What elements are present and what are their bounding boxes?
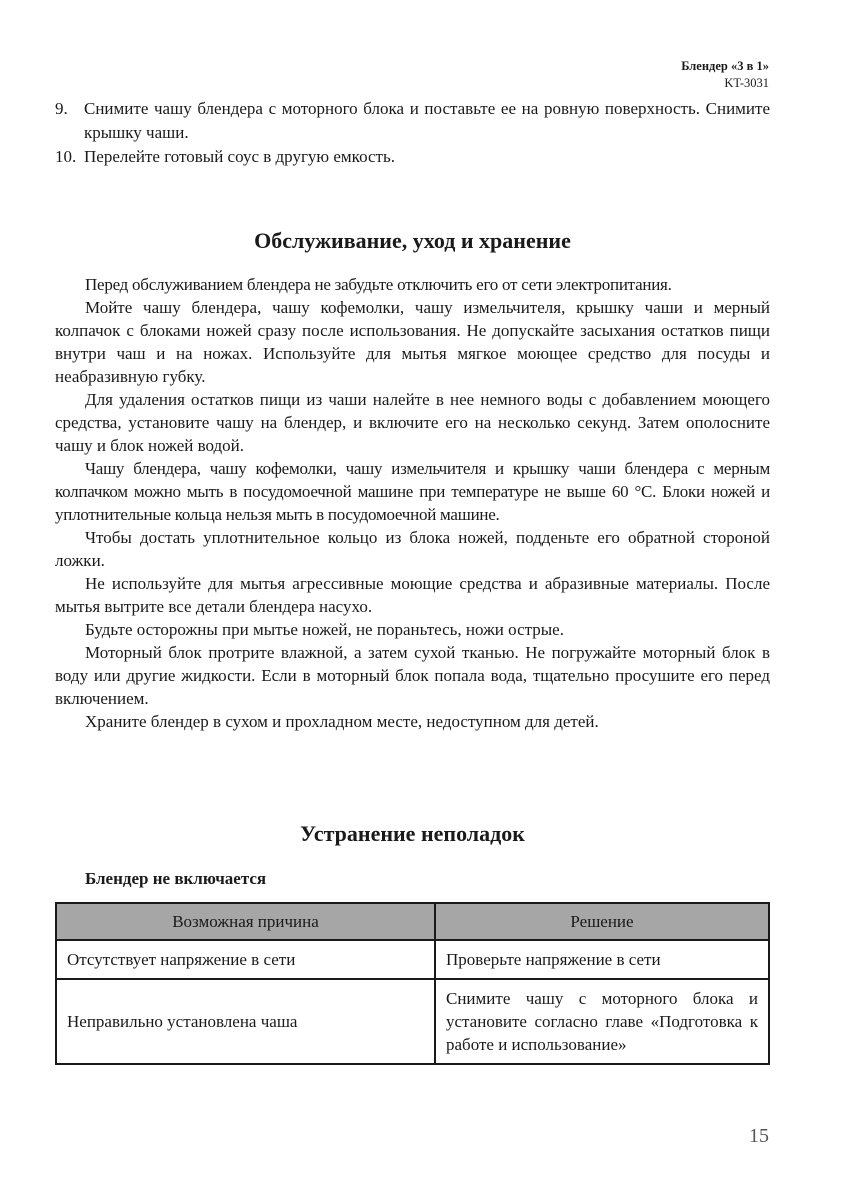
step-number: 10. (55, 147, 77, 166)
steps-list (55, 97, 770, 169)
care-paragraph: Чтобы достать уплотнительное кольцо из блока ножей, подденьте его обратной стороной ложки. (55, 528, 770, 570)
care-paragraph: Храните блендер в сухом и прохладном месте, недоступном для детей. (85, 712, 599, 731)
page-number: 15 (749, 1125, 769, 1147)
care-paragraph: Моторный блок протрите влажной, а затем сухой тканью. Не погружайте моторный блок в воду или другие жидкости. Если в моторный блок попала вода, тщательно просушите его перед включением. (55, 643, 770, 708)
care-paragraph: Чашу блендера, чашу кофемолки, чашу измельчителя и крышку чаши блендера с мерным колпачком можно мыть в посудомоечной машине при температуре не выше 60 °С. Блоки ножей и уплотнительные кольца нельзя мыть в посудомоечной машине. (55, 459, 770, 524)
care-body (55, 273, 770, 733)
care-paragraph: Для удаления остатков пищи из чаши налейте в нее немного воды с добавлением моющего средства, установите чашу на блендер, и включите его на несколько секунд. Затем ополосните чашу и блок ножей водой. (55, 390, 770, 455)
troubleshooting-table (55, 902, 770, 1065)
table-row (56, 940, 769, 979)
solution-cell: Проверьте напряжение в сети (435, 940, 769, 979)
table-header-row (56, 903, 769, 940)
column-header-solution: Решение (435, 903, 769, 940)
header-model: KT-3031 (724, 76, 769, 90)
troubleshooting-heading: Устранение неполадок (300, 821, 525, 846)
care-paragraph: Перед обслуживанием блендера не забудьте отключить его от сети электропитания. (85, 275, 672, 294)
running-header (681, 58, 769, 92)
step-text: Перелейте готовый соус в другую емкость. (84, 147, 395, 166)
cause-cell: Неправильно установлена чаша (56, 979, 435, 1064)
step-item (55, 97, 770, 145)
care-heading: Обслуживание, уход и хранение (254, 228, 571, 253)
troubleshooting-subheading: Блендер не включается (85, 869, 267, 888)
step-text: Снимите чашу блендера с моторного блока и поставьте ее на ровную поверхность. Снимите крышку чаши. (84, 99, 770, 142)
care-paragraph: Не используйте для мытья агрессивные моющие средства и абразивные материалы. После мытья вытрите все детали блендера насухо. (55, 574, 770, 616)
table-row (56, 979, 769, 1064)
care-paragraph: Будьте осторожны при мытье ножей, не пораньтесь, ножи острые. (85, 620, 564, 639)
header-title: Блендер «3 в 1» (681, 59, 769, 73)
column-header-cause: Возможная причина (56, 903, 435, 940)
step-item (55, 145, 770, 169)
cause-cell: Отсутствует напряжение в сети (56, 940, 435, 979)
solution-cell: Снимите чашу с моторного блока и установите согласно главе «Подготовка к работе и использование» (435, 979, 769, 1064)
step-number: 9. (55, 99, 68, 118)
care-paragraph: Мойте чашу блендера, чашу кофемолки, чашу измельчителя, крышку чаши и мерный колпачок с блоками ножей сразу после использования. Не допускайте засыхания остатков пищи внутри чаш и на ножах. Используйте для мытья мягкое моющее средство для посуды и неабразивную губку. (55, 298, 770, 386)
